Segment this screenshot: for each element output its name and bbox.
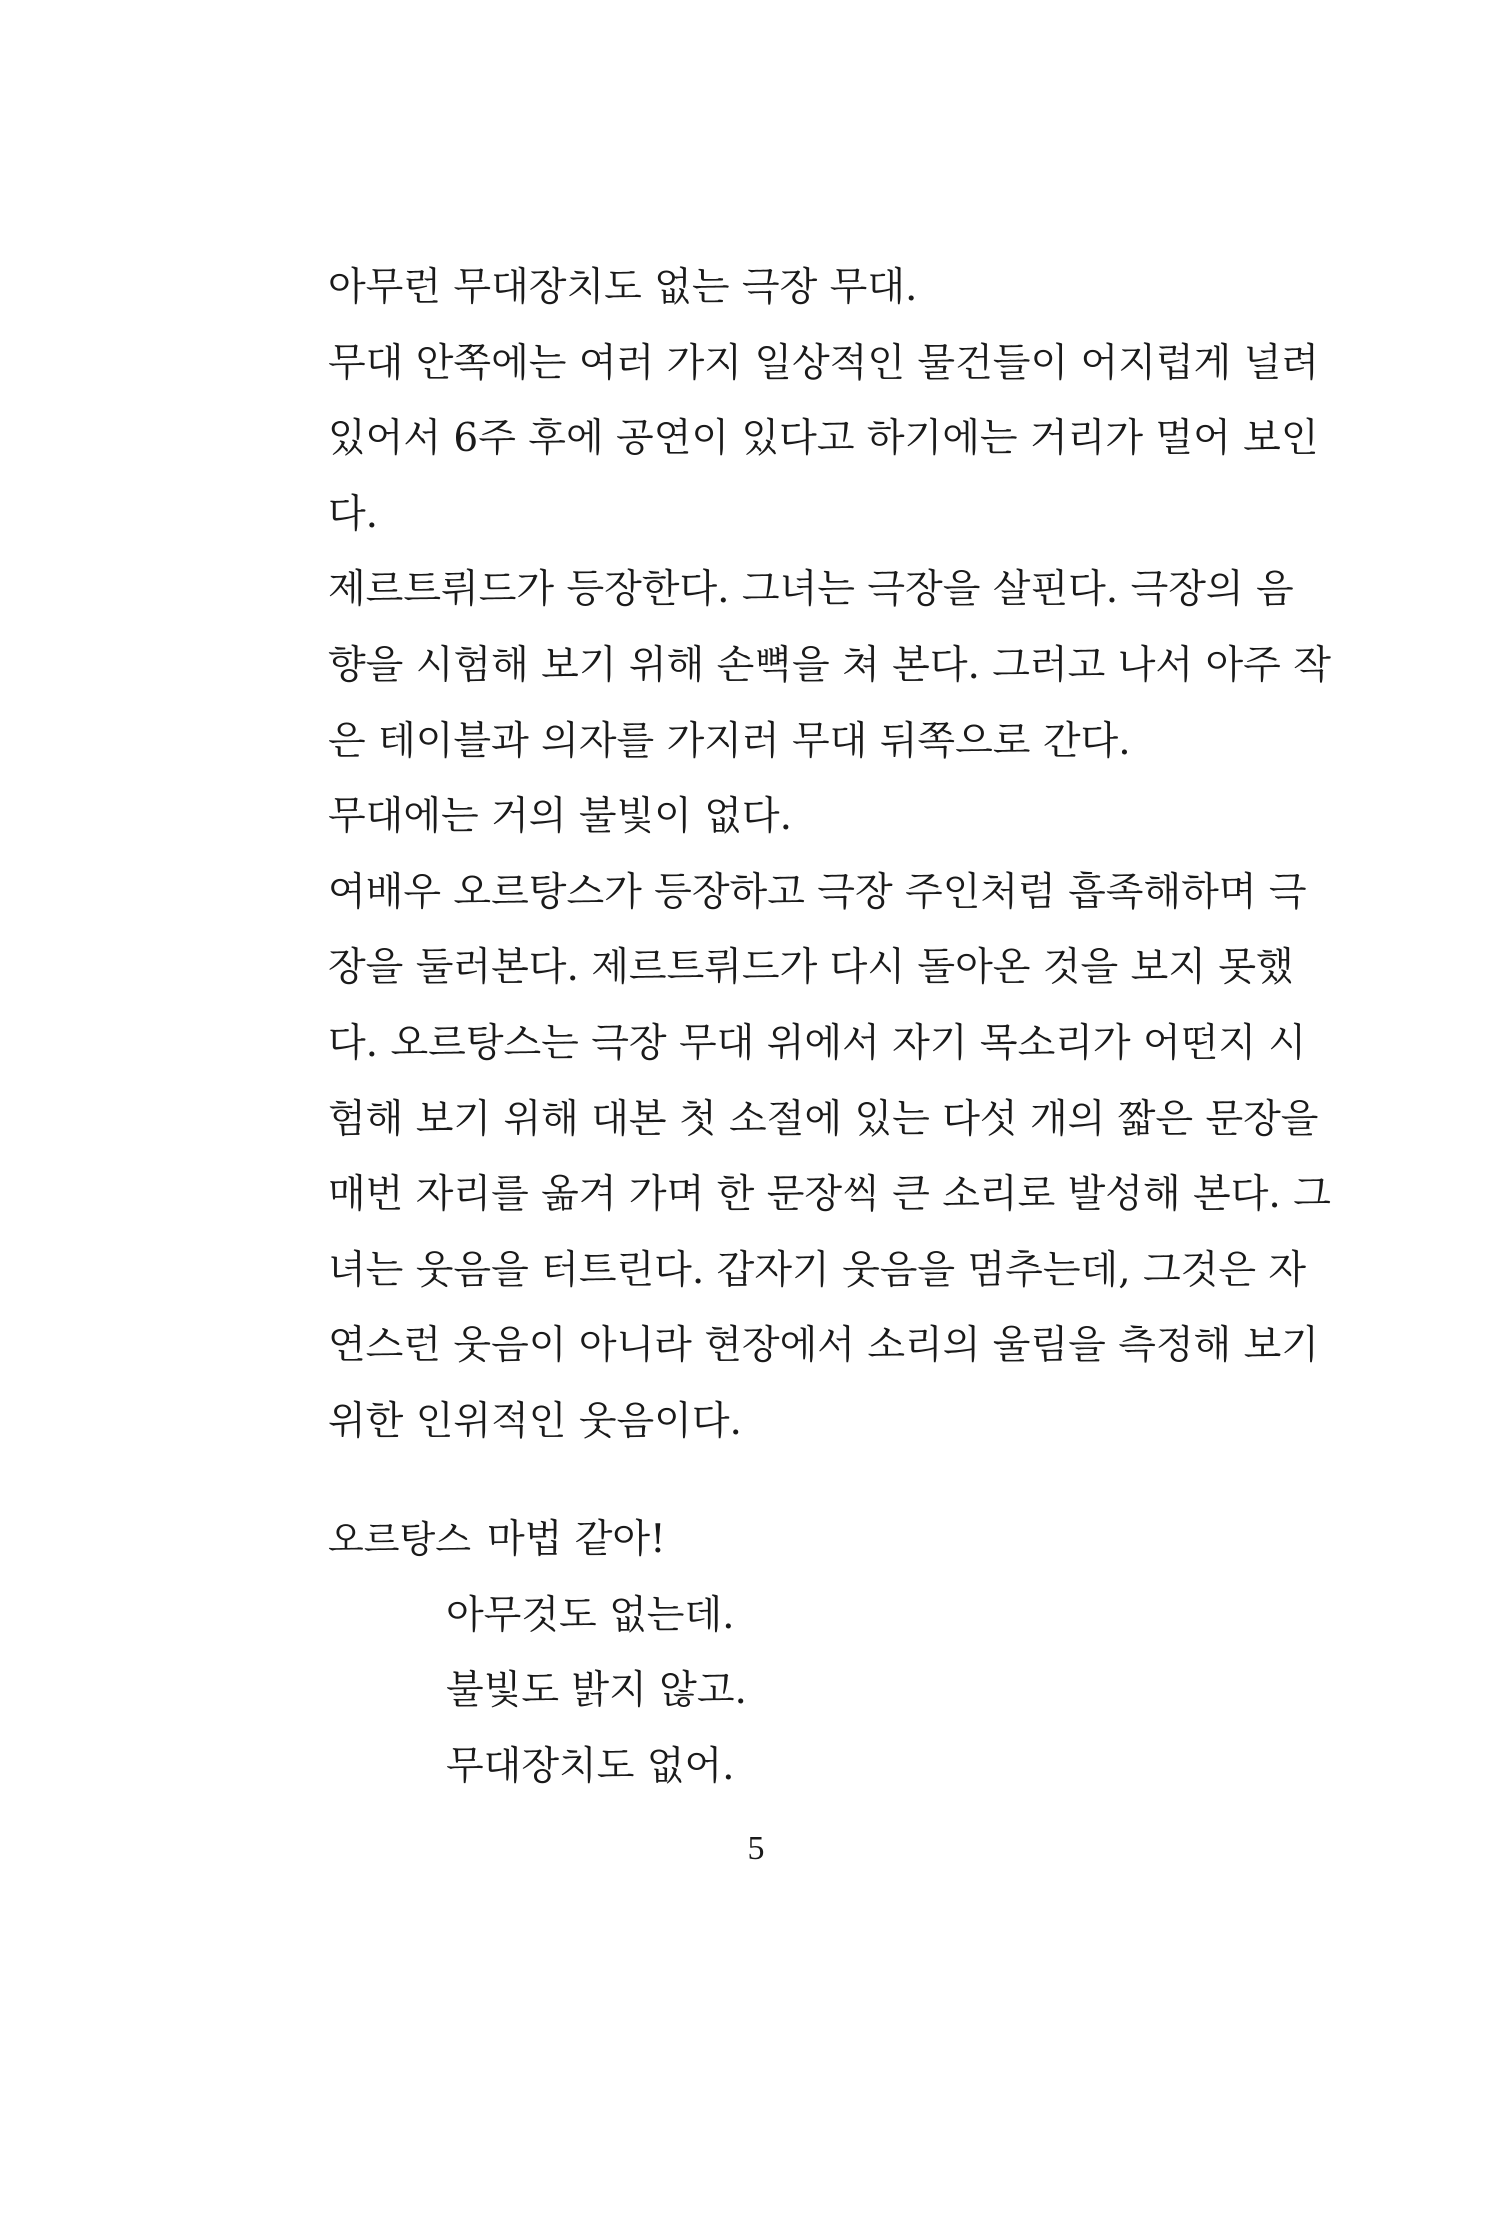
speaker-name: 오르탕스	[328, 1518, 471, 1561]
stage-direction-line: 제르트뤼드가 등장한다. 그녀는 극장을 살핀다. 극장의 음	[328, 567, 1294, 613]
stage-direction-line: 여배우 오르탕스가 등장하고 극장 주인처럼 흡족해하며 극	[328, 869, 1307, 915]
stage-direction-line: 장을 둘러본다. 제르트뤼드가 다시 돌아온 것을 보지 못했	[328, 945, 1294, 991]
stage-direction-line: 향을 시험해 보기 위해 손뼉을 쳐 본다. 그러고 나서 아주 작	[328, 642, 1331, 688]
dialogue-line: 아무것도 없는데.	[446, 1592, 735, 1638]
stage-direction-line: 매번 자리를 옮겨 가며 한 문장씩 큰 소리로 발성해 본다. 그	[328, 1172, 1331, 1218]
stage-direction-line: 다.	[328, 491, 379, 537]
stage-direction-line: 무대 안쪽에는 여러 가지 일상적인 물건들이 어지럽게 널려	[328, 340, 1319, 386]
stage-direction-line: 연스런 웃음이 아니라 현장에서 소리의 울림을 측정해 보기	[328, 1323, 1319, 1369]
stage-direction-line: 위한 인위적인 웃음이다.	[328, 1398, 742, 1444]
stage-direction-line: 녀는 웃음을 터트린다. 갑자기 웃음을 멈추는데, 그것은 자	[328, 1247, 1307, 1293]
dialogue-line: 불빛도 밝지 않고.	[446, 1668, 747, 1714]
stage-direction-line: 다. 오르탕스는 극장 무대 위에서 자기 목소리가 어떤지 시	[328, 1020, 1307, 1066]
stage-directions	[328, 250, 1331, 1460]
dialogue-text: 마법 같아!	[486, 1517, 666, 1562]
dialogue-line: 무대장치도 없어.	[446, 1743, 735, 1789]
stage-direction-line: 있어서 6주 후에 공연이 있다고 하기에는 거리가 멀어 보인	[328, 416, 1319, 462]
page-number: 5	[747, 1830, 765, 1867]
stage-direction-line: 은 테이블과 의자를 가지러 무대 뒤쪽으로 간다.	[328, 718, 1131, 764]
stage-direction-line: 무대에는 거의 불빛이 없다.	[328, 794, 793, 840]
stage-direction-line: 험해 보기 위해 대본 첫 소절에 있는 다섯 개의 짧은 문장을	[328, 1096, 1319, 1142]
dialogue-first-line	[328, 1502, 1263, 1578]
dialogue-block	[328, 1502, 1263, 1804]
stage-direction-line: 아무런 무대장치도 없는 극장 무대.	[328, 265, 918, 310]
